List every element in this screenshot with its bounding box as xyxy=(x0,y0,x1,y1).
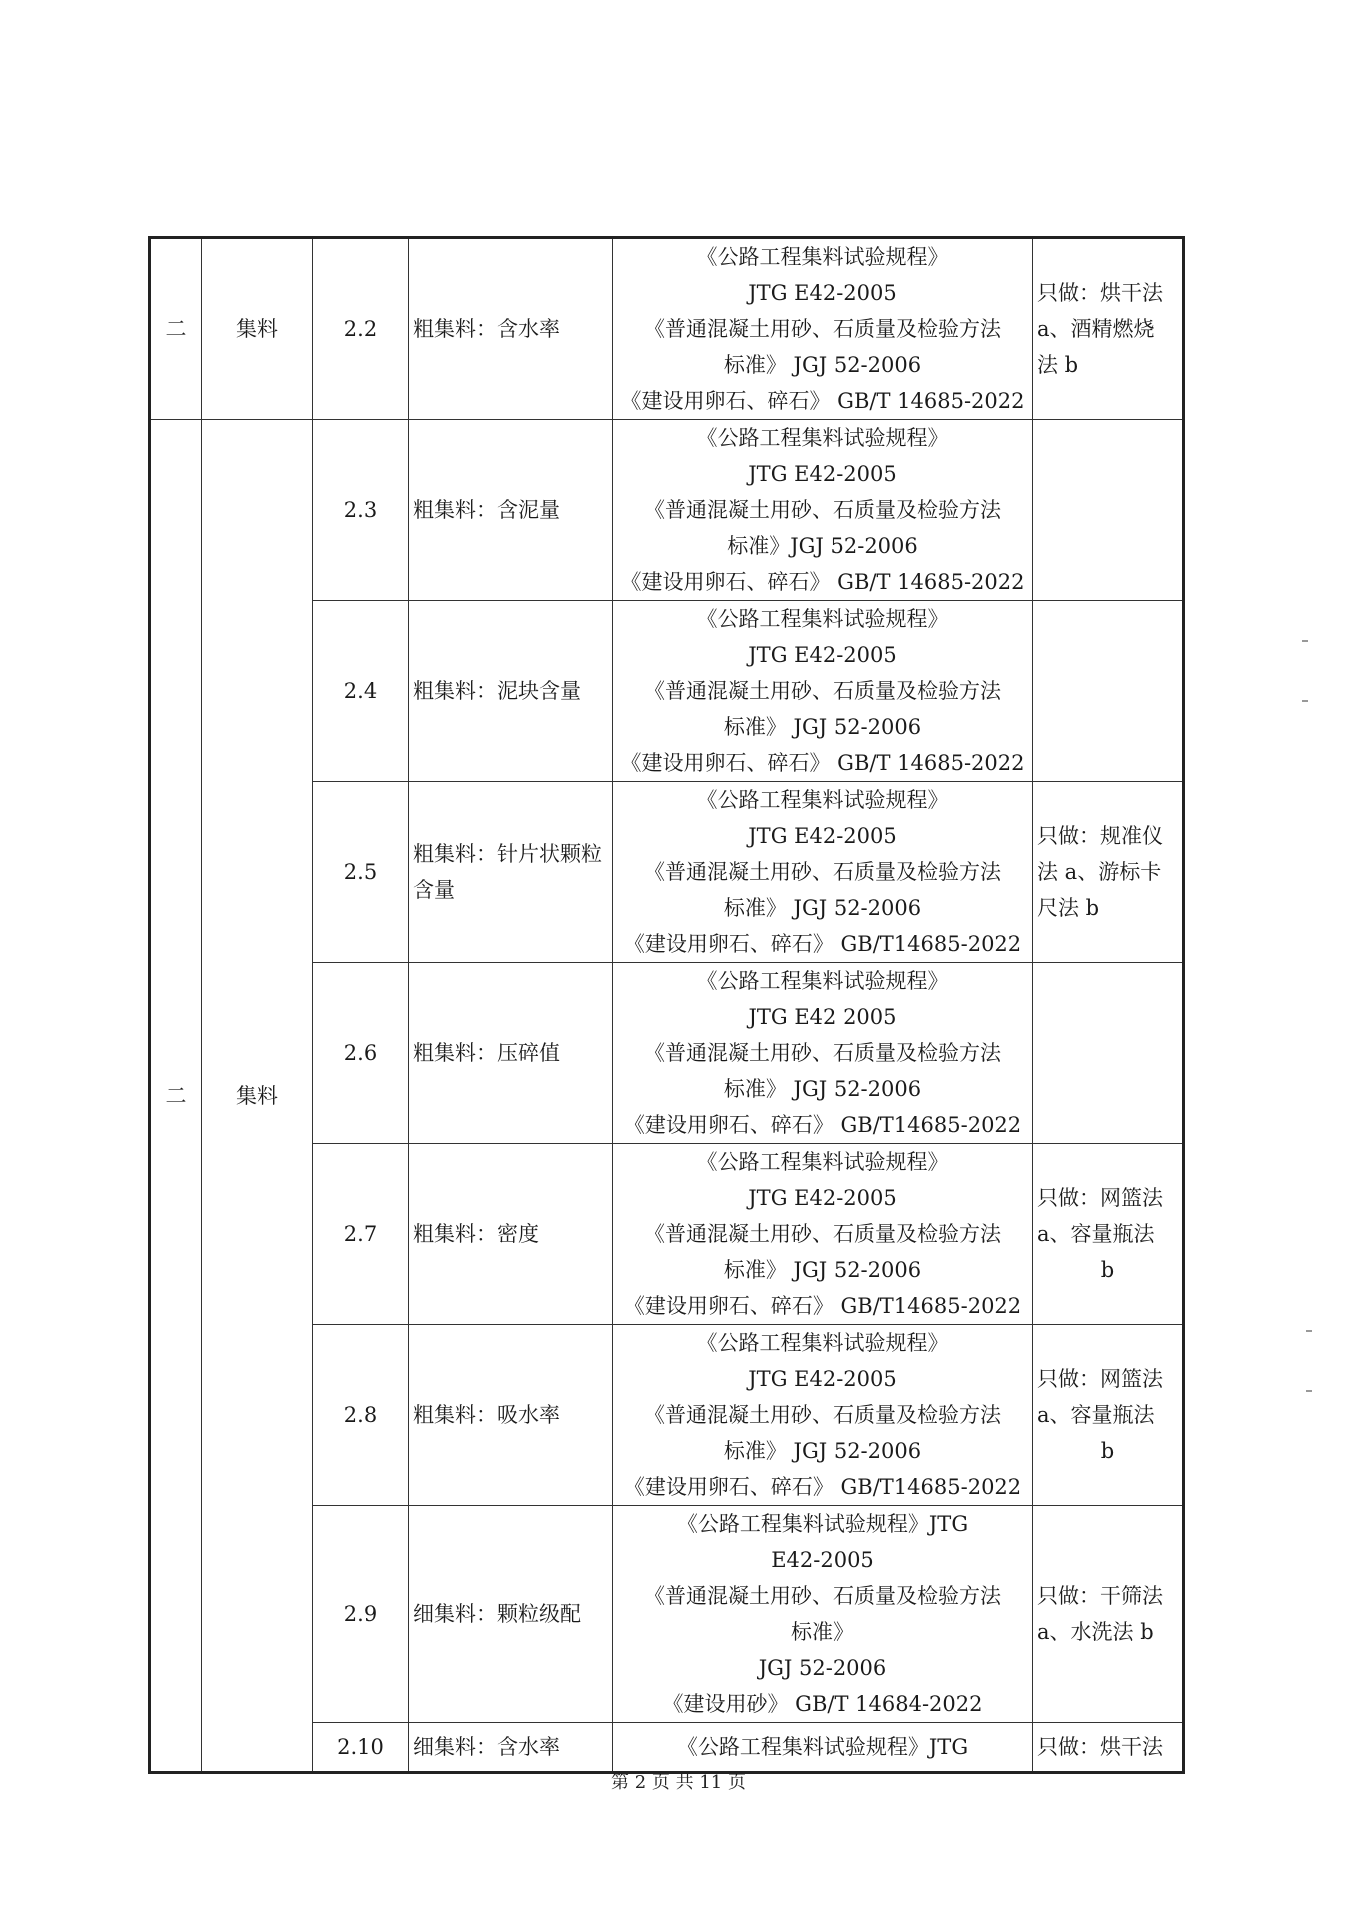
note-cell xyxy=(1033,420,1184,601)
test-item: 粗集料：针片状颗粒含量 xyxy=(409,782,613,963)
note-cell xyxy=(1033,1325,1184,1506)
standard-line: 《普通混凝土用砂、石质量及检验方法 xyxy=(644,1222,1001,1246)
category-name: 集料 xyxy=(202,420,313,1773)
standard-line: 《建设用卵石、碎石》 GB/T14685-2022 xyxy=(623,1475,1022,1499)
note-line: 只做：烘干法 xyxy=(1037,281,1163,305)
standard-line: 《建设用卵石、碎石》 GB/T 14685-2022 xyxy=(620,389,1025,413)
standards-cell xyxy=(613,1723,1033,1773)
standard-line: 标准》JGJ 52-2006 xyxy=(727,534,918,558)
test-item: 粗集料：泥块含量 xyxy=(409,601,613,782)
standard-line: 《公路工程集料试验规程》 xyxy=(696,969,949,993)
standard-line: 《普通混凝土用砂、石质量及检验方法 xyxy=(644,679,1001,703)
scan-speck xyxy=(1302,640,1308,642)
page-number-footer: 第 2 页 共 11 页 xyxy=(611,1772,746,1793)
item-number: 2.5 xyxy=(313,782,409,963)
standard-line: JTG E42 2005 xyxy=(748,1005,897,1029)
note-line: a、容量瓶法 xyxy=(1037,1222,1155,1246)
note-cell xyxy=(1033,1723,1184,1773)
test-item: 细集料：含水率 xyxy=(409,1723,613,1773)
scan-speck xyxy=(1302,700,1308,702)
test-item: 细集料：颗粒级配 xyxy=(409,1506,613,1723)
item-number: 2.3 xyxy=(313,420,409,601)
note-line: a、酒精燃烧 xyxy=(1037,317,1155,341)
standard-line: JTG E42-2005 xyxy=(748,281,897,305)
standards-cell xyxy=(613,1325,1033,1506)
standards-cell xyxy=(613,782,1033,963)
scan-speck xyxy=(1306,1330,1312,1332)
standard-line: 《公路工程集料试验规程》 xyxy=(696,788,949,812)
item-number: 2.10 xyxy=(313,1723,409,1773)
standard-line: JTG E42-2005 xyxy=(748,1186,897,1210)
note-line: 只做：干筛法 xyxy=(1037,1584,1163,1608)
standard-line: 标准》 JGJ 52-2006 xyxy=(723,1439,922,1463)
standard-line: E42-2005 xyxy=(771,1548,874,1572)
standards-cell xyxy=(613,1144,1033,1325)
note-line: 只做：网篮法 xyxy=(1037,1186,1163,1210)
standard-line: 标准》 JGJ 52-2006 xyxy=(723,1077,922,1101)
standard-line: 《公路工程集料试验规程》 xyxy=(696,245,949,269)
note-cell xyxy=(1033,963,1184,1144)
standards-cell xyxy=(613,1506,1033,1723)
standards-cell xyxy=(613,420,1033,601)
standards-cell xyxy=(613,963,1033,1144)
standard-line: 《建设用卵石、碎石》 GB/T14685-2022 xyxy=(623,1294,1022,1318)
standard-line: 标准》 JGJ 52-2006 xyxy=(723,353,922,377)
note-line: 法 a、游标卡 xyxy=(1037,860,1162,884)
standard-line: 标准》 xyxy=(791,1620,854,1644)
standard-line: JTG E42-2005 xyxy=(748,824,897,848)
standard-line: JTG E42-2005 xyxy=(748,643,897,667)
standard-line: 《普通混凝土用砂、石质量及检验方法 xyxy=(644,317,1001,341)
standard-line: 《建设用卵石、碎石》 GB/T 14685-2022 xyxy=(620,570,1025,594)
note-line: a、水洗法 b xyxy=(1037,1620,1154,1644)
scan-speck xyxy=(1306,1390,1312,1392)
standard-line: 《普通混凝土用砂、石质量及检验方法 xyxy=(644,1584,1001,1608)
note-line: 只做：烘干法 xyxy=(1037,1735,1163,1759)
standard-line: 《建设用卵石、碎石》 GB/T14685-2022 xyxy=(623,1113,1022,1137)
note-cell xyxy=(1033,782,1184,963)
item-number: 2.7 xyxy=(313,1144,409,1325)
standard-line: JGJ 52-2006 xyxy=(758,1656,887,1680)
standard-line: 《普通混凝土用砂、石质量及检验方法 xyxy=(644,498,1001,522)
note-cell xyxy=(1033,1506,1184,1723)
table-row xyxy=(150,420,1184,601)
item-number: 2.4 xyxy=(313,601,409,782)
standard-line: 《普通混凝土用砂、石质量及检验方法 xyxy=(644,1403,1001,1427)
standard-line: 《普通混凝土用砂、石质量及检验方法 xyxy=(644,1041,1001,1065)
standard-line: 《普通混凝土用砂、石质量及检验方法 xyxy=(644,860,1001,884)
category-name: 集料 xyxy=(202,238,313,420)
standard-line: 《公路工程集料试验规程》JTG xyxy=(676,1512,969,1536)
test-item: 粗集料：吸水率 xyxy=(409,1325,613,1506)
standard-line: 《建设用卵石、碎石》 GB/T14685-2022 xyxy=(623,932,1022,956)
category-number: 二 xyxy=(150,420,202,1773)
standard-line: 《公路工程集料试验规程》 xyxy=(696,1331,949,1355)
note-cell xyxy=(1033,238,1184,420)
item-number: 2.8 xyxy=(313,1325,409,1506)
test-item: 粗集料：压碎值 xyxy=(409,963,613,1144)
test-item: 粗集料：密度 xyxy=(409,1144,613,1325)
note-line: b xyxy=(1100,1258,1115,1282)
item-number: 2.6 xyxy=(313,963,409,1144)
table-row xyxy=(150,238,1184,420)
standard-line: 《建设用卵石、碎石》 GB/T 14685-2022 xyxy=(620,751,1025,775)
standard-line: JTG E42-2005 xyxy=(748,462,897,486)
category-number: 二 xyxy=(150,238,202,420)
note-line: b xyxy=(1100,1439,1115,1463)
test-item: 粗集料：含水率 xyxy=(409,238,613,420)
test-standards-table xyxy=(148,236,1185,1774)
test-item: 粗集料：含泥量 xyxy=(409,420,613,601)
standard-line: 《公路工程集料试验规程》JTG xyxy=(676,1735,969,1759)
note-line: 尺法 b xyxy=(1037,896,1100,920)
note-line: 只做：规准仪 xyxy=(1037,824,1163,848)
standard-line: 《建设用砂》 GB/T 14684-2022 xyxy=(662,1692,983,1716)
standard-line: 《公路工程集料试验规程》 xyxy=(696,607,949,631)
standard-line: 标准》 JGJ 52-2006 xyxy=(723,1258,922,1282)
item-number: 2.9 xyxy=(313,1506,409,1723)
item-number: 2.2 xyxy=(313,238,409,420)
standard-line: JTG E42-2005 xyxy=(748,1367,897,1391)
standard-line: 标准》 JGJ 52-2006 xyxy=(723,715,922,739)
standard-line: 《公路工程集料试验规程》 xyxy=(696,426,949,450)
note-line: 法 b xyxy=(1037,353,1079,377)
standards-cell xyxy=(613,601,1033,782)
note-cell xyxy=(1033,1144,1184,1325)
note-cell xyxy=(1033,601,1184,782)
note-line: a、容量瓶法 xyxy=(1037,1403,1155,1427)
standards-cell xyxy=(613,238,1033,420)
note-line: 只做：网篮法 xyxy=(1037,1367,1163,1391)
standard-line: 标准》 JGJ 52-2006 xyxy=(723,896,922,920)
standard-line: 《公路工程集料试验规程》 xyxy=(696,1150,949,1174)
